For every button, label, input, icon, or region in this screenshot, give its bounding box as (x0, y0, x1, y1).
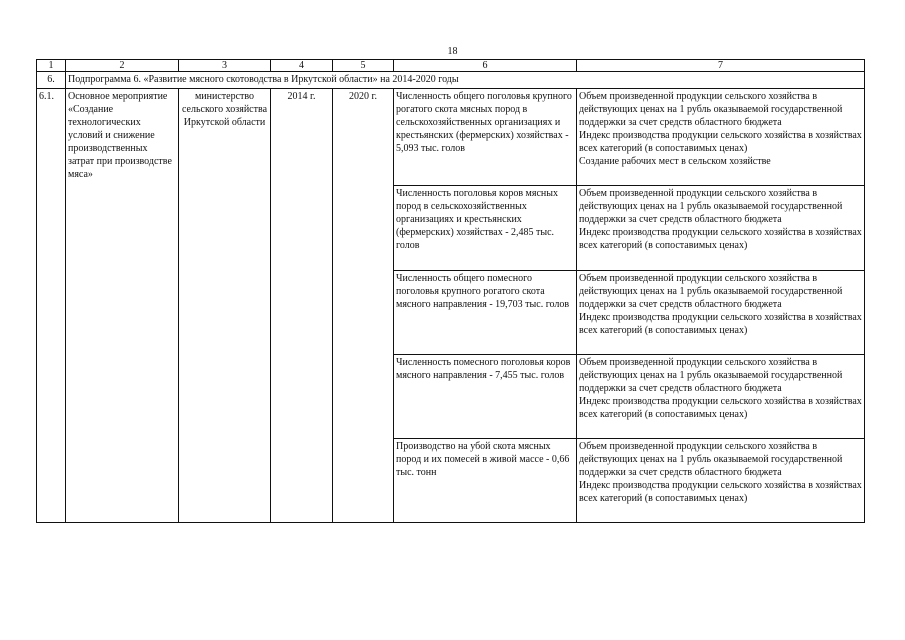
target-indicators (577, 186, 865, 271)
result-indicator: Численность общего помесного поголовья крупного рогатого скота мясного направления - 19,703 тыс. голов (394, 271, 577, 355)
activity-name: Основное мероприятие «Создание технологических условий и снижение производственных затрат при производстве мяса» (66, 89, 179, 523)
section-title: Подпрограмма 6. «Развитие мясного скотоводства в Иркутской области» на 2014-2020 годы (66, 72, 865, 89)
result-indicator: Производство на убой скота мясных пород и их помесей в живой массе - 0,66 тыс. тонн (394, 439, 577, 523)
target-indicator: Индекс производства продукции сельского хозяйства в хозяйствах всех категорий (в сопоставимых ценах) (579, 480, 862, 504)
target-indicators (577, 355, 865, 439)
target-indicator: Объем произведенной продукции сельского хозяйства в действующих ценах на 1 рубль оказываемой государственной поддержки за счет средств областного бюджета (579, 441, 843, 478)
result-indicator: Численность поголовья коров мясных пород в сельскохозяйственных организациях и крестьянских (фермерских) хозяйствах - 2,485 тыс. голов (394, 186, 577, 271)
target-indicator: Объем произведенной продукции сельского хозяйства в действующих ценах на 1 рубль оказываемой государственной поддержки за счет средств областного бюджета (579, 273, 843, 310)
program-table (36, 59, 865, 523)
table-row (37, 89, 865, 186)
target-indicator: Индекс производства продукции сельского хозяйства в хозяйствах всех категорий (в сопоставимых ценах) (579, 227, 862, 251)
target-indicator: Создание рабочих мест в сельском хозяйстве (579, 156, 771, 167)
end-year: 2020 г. (333, 89, 394, 523)
section-number: 6. (37, 72, 66, 89)
result-indicator: Численность общего поголовья крупного рогатого скота мясных пород в сельскохозяйственных организациях и крестьянских (фермерских) хозяйствах - 5,093 тыс. голов (394, 89, 577, 186)
row-number: 6.1. (37, 89, 66, 523)
target-indicator: Индекс производства продукции сельского хозяйства в хозяйствах всех категорий (в сопоставимых ценах) (579, 396, 862, 420)
column-number: 6 (394, 60, 577, 72)
result-indicator: Численность помесного поголовья коров мясного направления - 7,455 тыс. голов (394, 355, 577, 439)
target-indicator: Индекс производства продукции сельского хозяйства в хозяйствах всех категорий (в сопоставимых ценах) (579, 130, 862, 154)
column-number: 5 (333, 60, 394, 72)
column-number: 3 (179, 60, 271, 72)
target-indicator: Объем произведенной продукции сельского хозяйства в действующих ценах на 1 рубль оказываемой государственной поддержки за счет средств областного бюджета (579, 357, 843, 394)
target-indicators (577, 271, 865, 355)
target-indicator: Объем произведенной продукции сельского хозяйства в действующих ценах на 1 рубль оказываемой государственной поддержки за счет средств областного бюджета (579, 91, 843, 128)
executor: министерство сельского хозяйства Иркутской области (179, 89, 271, 523)
column-number: 1 (37, 60, 66, 72)
column-number: 7 (577, 60, 865, 72)
target-indicator: Индекс производства продукции сельского хозяйства в хозяйствах всех категорий (в сопоставимых ценах) (579, 312, 862, 336)
page-number: 18 (447, 46, 458, 57)
column-number: 4 (271, 60, 333, 72)
target-indicators (577, 89, 865, 186)
target-indicators (577, 439, 865, 523)
column-number-row (37, 60, 865, 72)
start-year: 2014 г. (271, 89, 333, 523)
target-indicator: Объем произведенной продукции сельского хозяйства в действующих ценах на 1 рубль оказываемой государственной поддержки за счет средств областного бюджета (579, 188, 843, 225)
section-row (37, 72, 865, 89)
column-number: 2 (66, 60, 179, 72)
